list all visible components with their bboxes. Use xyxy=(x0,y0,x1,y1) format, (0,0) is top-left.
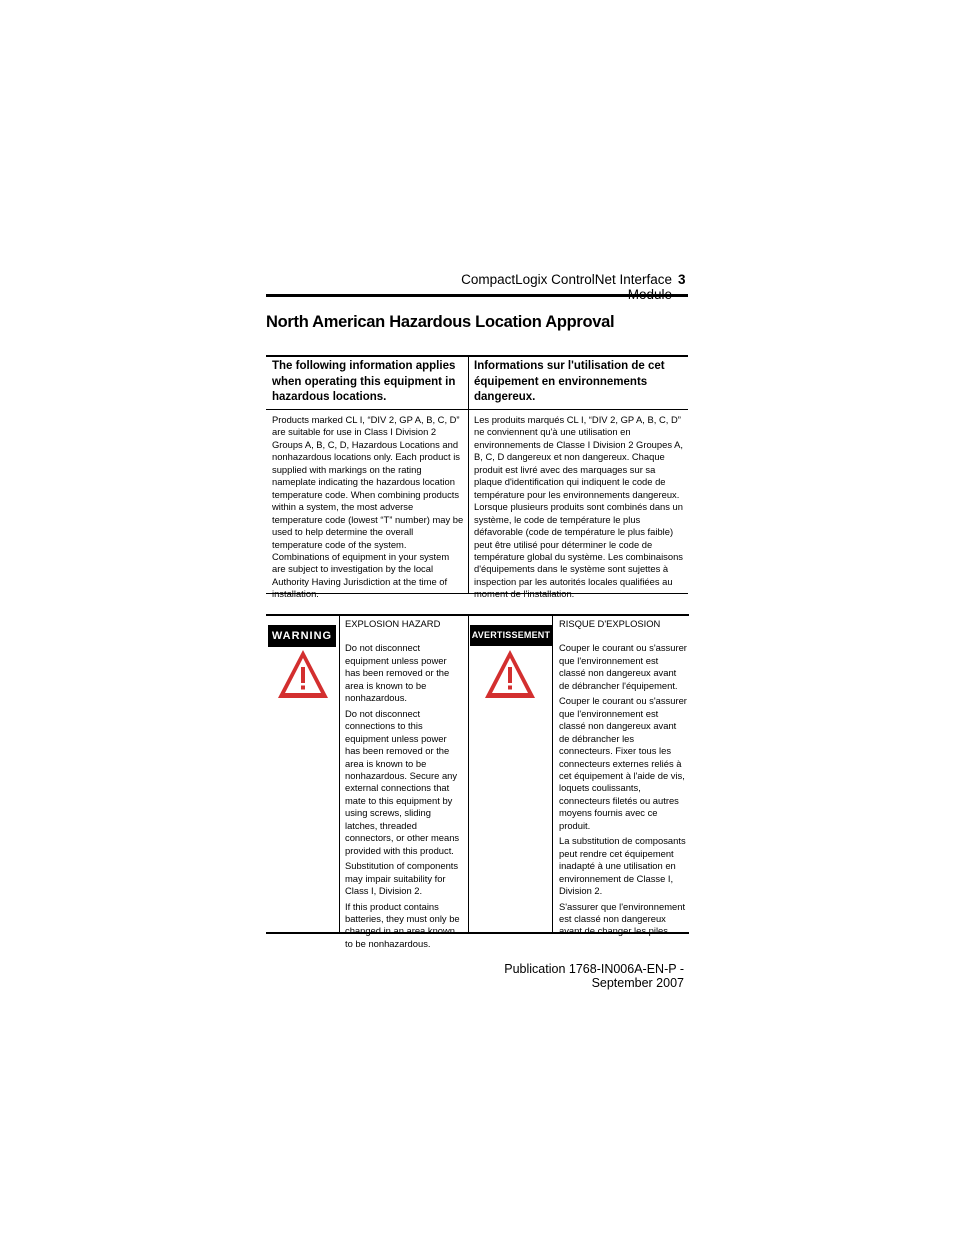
explosion-warning-table xyxy=(266,614,689,949)
warning-column-divider xyxy=(468,614,469,934)
warning-triangle-icon xyxy=(483,648,537,700)
running-header-title: CompactLogix ControlNet Interface xyxy=(461,272,672,287)
french-column-heading: Informations sur l'utilisation de cet équipement en environnements dangereux. xyxy=(474,360,665,403)
warning-badge: WARNING xyxy=(268,625,336,647)
avertissement-paragraph: Couper le courant ou s'assurer que l'environnement est classé non dangereux avant de débrancher l'équipement. xyxy=(559,642,687,691)
warning-paragraph: Do not disconnect connections to this equipment unless power has been removed or the area is known to be nonhazardous. Secure any external connections that mate to this equipment by using screws, sliding latches, threaded connectors, or other means provided with this product. xyxy=(345,707,460,856)
avertissement-badge: AVERTISSEMENT xyxy=(470,625,552,646)
publication-footer: Publication 1768-IN006A-EN-P - September 2007 xyxy=(504,962,684,990)
table-header-rule xyxy=(266,409,688,410)
header-rule xyxy=(266,294,688,297)
warning-paragraph: Substitution of components may impair suitability for Class I, Division 2. xyxy=(345,860,459,897)
table-column-divider xyxy=(468,355,469,594)
warning-heading: EXPLOSION HAZARD xyxy=(345,618,441,629)
avertissement-paragraph: La substitution de composants peut rendre cet équipement inadapté à une utilisation en environnement de Classe I, Division 2. xyxy=(559,835,686,897)
avertissement-heading: RISQUE D'EXPLOSION xyxy=(559,618,661,629)
french-info-text: Les produits marqués CL I, “DIV 2, GP A, B, C, D” ne conviennent qu'à une utilisation en environnements de Classe I Division 2 Groupes A, B, C, D dangereux et non dangereux. Chaque produit est livré avec des marquages sur sa plaque d'identification qui indiquent le code de température pour les environnements dangereux. Lorsque plusieurs produits sont combinés dans un système, le code de température le plus défavorable (code de température le plus faible) peut être utilisé pour déterminer le code de température global du système. Les combinaisons d'équipements dans le système sont sujettes à inspection par les autorités locales qualifiées au moment de l'installation. xyxy=(474,414,683,600)
warning-triangle-icon xyxy=(276,648,330,700)
hazardous-info-table xyxy=(266,355,688,600)
french-warning-text xyxy=(559,618,687,941)
warning-paragraph: Do not disconnect equipment unless power has been removed or the area is known to be nonhazardous. xyxy=(345,642,450,704)
english-column-heading: The following information applies when operating this equipment in hazardous locations. xyxy=(272,360,456,403)
avertissement-paragraph: S'assurer que l'environnement est classé non dangereux avant de changer les piles. xyxy=(559,900,686,937)
warning-paragraph: If this product contains batteries, they must only be changed in an area known to be nonhazardous. xyxy=(345,900,460,949)
english-warning-text xyxy=(345,618,463,953)
page-number: 3 xyxy=(678,272,686,287)
warning-column-divider xyxy=(339,614,340,934)
section-title: North American Hazardous Location Approval xyxy=(266,313,615,331)
warning-top-rule xyxy=(266,614,689,616)
avertissement-paragraph: Couper le courant ou s'assurer que l'environnement est classé non dangereux avant de débrancher les connecteurs. Fixer tous les connecteurs externes reliés à cet équipement à l'aide de vis, loquets coulissants, connecteurs filetés ou autres moyens fournis avec ce produit. xyxy=(559,695,687,831)
warning-column-divider xyxy=(552,614,553,934)
english-info-text: Products marked CL I, “DIV 2, GP A, B, C, D” are suitable for use in Class I Division 2 Groups A, B, C, D, Hazardous Locations and nonhazardous locations only. Each product is supplied with markings on the rating nameplate indicating the hazardous location temperature code. When combining products within a system, the most adverse temperature code (lowest “T” number) may be used to help determine the overall temperature code of the system. Combinations of equipment in your system are subject to investigation by the local Authority Having Jurisdiction at the time of installation. xyxy=(272,414,464,600)
table-top-rule xyxy=(266,355,688,357)
